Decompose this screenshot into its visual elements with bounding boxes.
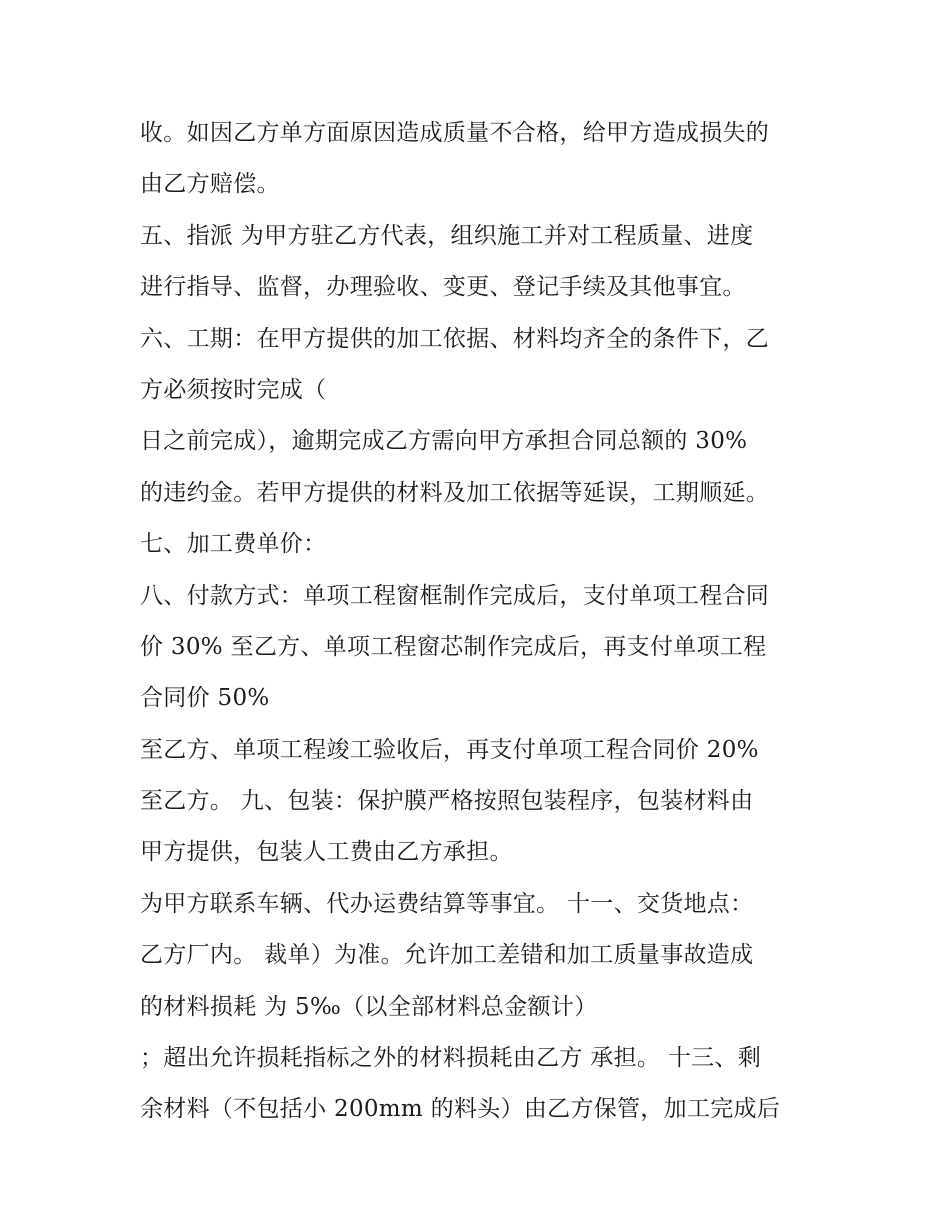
text-line: 甲方提供，包装人工费由乙方承担。 xyxy=(140,839,513,866)
text-line: 至乙方、单项工程竣工验收后，再支付单项工程合同价 20% xyxy=(140,736,759,763)
text-line: 八、付款方式：单项工程窗框制作完成后，支付单项工程合同 xyxy=(140,582,770,609)
text-line: 合同价 50% xyxy=(140,685,270,712)
text-line: 至乙方。 九、包装：保护膜严格按照包装程序，包装材料由 xyxy=(140,788,754,815)
text-line: 为甲方联系车辆、代办运费结算等事宜。 十一、交货地点： xyxy=(140,890,754,917)
text-line: 由乙方赔偿。 xyxy=(140,171,280,198)
contract-text-body xyxy=(140,108,830,1136)
text-line: 余材料（不包括小 200mm 的料头）由乙方保管，加工完成后 xyxy=(140,1096,781,1123)
text-line: 五、指派 为甲方驻乙方代表，组织施工并对工程质量、进度 xyxy=(140,222,754,249)
text-line: 乙方厂内。 裁单）为准。允许加工差错和加工质量事故造成 xyxy=(140,942,754,969)
text-line: 六、工期：在甲方提供的加工依据、材料均齐全的条件下，乙 xyxy=(140,325,770,352)
text-line: ；超出允许损耗指标之外的材料损耗由乙方 承担。 十三、剩 xyxy=(140,1045,762,1072)
text-line: 方必须按时完成（ xyxy=(140,376,327,403)
text-line: 价 30% 至乙方、单项工程窗芯制作完成后，再支付单项工程 xyxy=(140,633,767,660)
text-line: 日之前完成），逾期完成乙方需向甲方承担合同总额的 30% xyxy=(140,428,748,455)
text-line: 的违约金。若甲方提供的材料及加工依据等延误，工期顺延。 xyxy=(140,479,770,506)
text-line: 的材料损耗 为 5‰（以全部材料总金额计） xyxy=(140,993,598,1020)
text-line: 进行指导、监督，办理验收、变更、登记手续及其他事宜。 xyxy=(140,274,746,301)
text-line: 收。如因乙方单方面原因造成质量不合格，给甲方造成损失的 xyxy=(140,120,770,146)
text-line: 七、加工费单价： xyxy=(140,531,327,558)
